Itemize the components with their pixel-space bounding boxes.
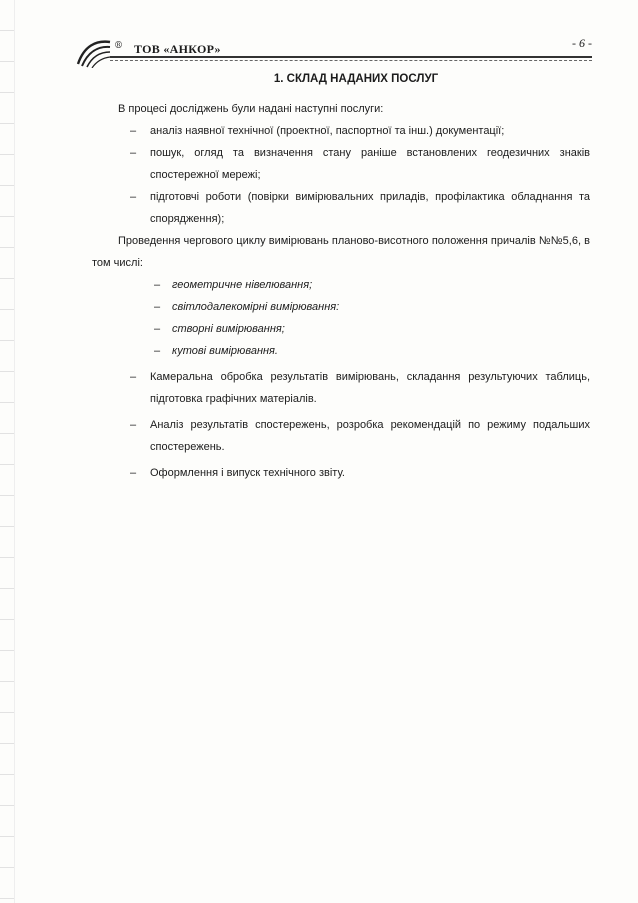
list-item-text: кутові вимірювання. xyxy=(172,345,278,357)
list-item xyxy=(92,274,590,296)
binding-strip xyxy=(0,0,15,903)
list-item xyxy=(92,340,590,362)
dash-marker: – xyxy=(130,371,137,383)
list-item xyxy=(92,366,590,410)
dash-marker: – xyxy=(130,125,137,137)
dash-marker: – xyxy=(154,345,161,357)
list-item-text: Оформлення і випуск технічного звіту. xyxy=(150,467,345,479)
list-item-text: Камеральна обробка результатів вимірювань, складання результуючих таблиць, підготовка графічних матеріалів. xyxy=(150,371,590,405)
header-rule-dashed xyxy=(110,60,592,61)
page-header xyxy=(76,36,592,68)
list-item xyxy=(92,142,590,186)
list-item-text: підготовчі роботи (повірки вимірювальних приладів, профілактика обладнання та спорядження); xyxy=(150,191,590,225)
dash-marker: – xyxy=(154,323,161,335)
list-item-text: пошук, огляд та визначення стану раніше встановлених геодезичних знаків спостережної мережі; xyxy=(150,147,590,181)
list-item-text: геометричне нівелювання; xyxy=(172,279,313,291)
list-item xyxy=(92,120,590,142)
list-item xyxy=(92,296,590,318)
list-item-text: Аналіз результатів спостережень, розробка рекомендацій по режиму подальших спостережень. xyxy=(150,419,590,453)
measurement-paragraph: Проведення чергового циклу вимірювань планово-висотного положення причалів №№5,6, в том числі: xyxy=(92,235,590,269)
section-title: 1. СКЛАД НАДАНИХ ПОСЛУГ xyxy=(273,73,439,85)
list-item-text: створні вимірювання; xyxy=(172,323,285,335)
dash-marker: – xyxy=(154,279,161,291)
dash-marker: – xyxy=(130,419,137,431)
measurement-list xyxy=(92,274,590,362)
services-list xyxy=(92,120,590,230)
intro-paragraph: В процесі досліджень були надані наступні послуги: xyxy=(118,103,384,115)
registered-mark: ® xyxy=(114,41,123,51)
list-item-text: аналіз наявної технічної (проектної, паспортної та інш.) документації; xyxy=(150,125,505,137)
dash-marker: – xyxy=(130,191,137,203)
list-item xyxy=(92,462,590,484)
ankor-logo-icon xyxy=(76,36,112,68)
list-item xyxy=(92,186,590,230)
list-item xyxy=(92,414,590,458)
dash-marker: – xyxy=(154,301,161,313)
company-name: ТОВ «АНКОР» xyxy=(134,42,221,56)
list-item-text: світлодалекомірні вимірювання: xyxy=(172,301,340,313)
page-number: - 6 - xyxy=(572,36,592,50)
list-item xyxy=(92,318,590,340)
dash-marker: – xyxy=(130,467,137,479)
document-body xyxy=(92,68,590,488)
header-rule xyxy=(110,56,592,58)
dash-marker: – xyxy=(130,147,137,159)
processing-list xyxy=(92,366,590,484)
